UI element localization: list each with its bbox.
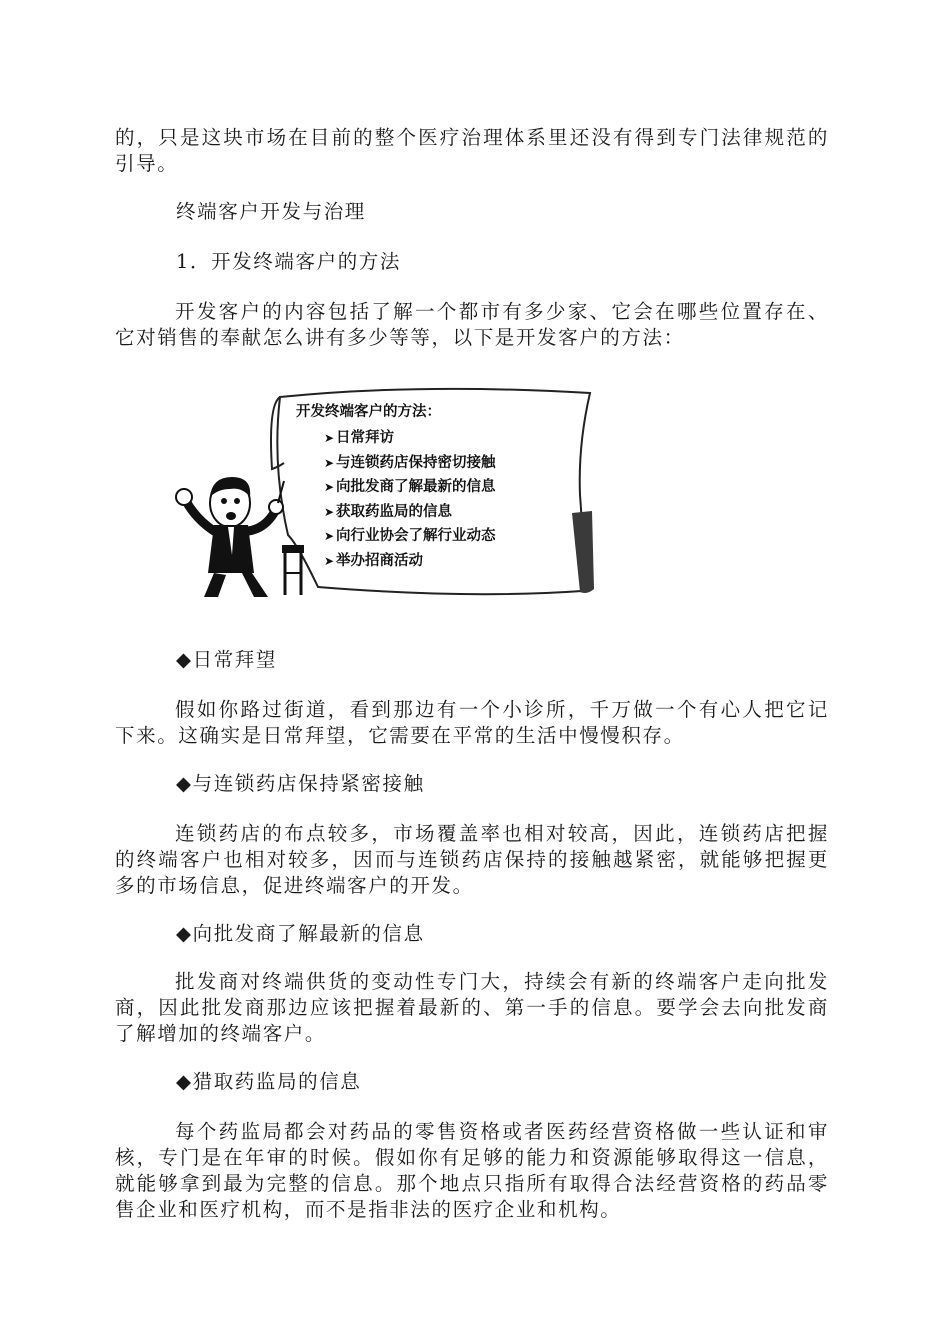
- subsection-title: 1．开发终端客户的方法: [176, 250, 402, 273]
- section-title: 终端客户开发与治理: [176, 200, 366, 223]
- board-item: ➤ 日常拜访: [324, 426, 496, 451]
- paragraph-wholesaler: 批发商对终端供货的变动性专门大，持续会有新的终端客户走向批发商，因此批发商那边应该把握着最新的、第一手的信息。要学会去向批发商了解增加的终端客户。: [115, 970, 829, 1045]
- board-item: ➤ 举办招商活动: [324, 549, 496, 574]
- paragraph-continuation: 的，只是这块市场在目前的整个医疗治理体系里还没有得到专门法律规范的引导。: [115, 126, 829, 175]
- board-title: 开发终端客户的方法：: [296, 404, 441, 420]
- paragraph-daily-visit: 假如你路过街道，看到那边有一个小诊所，千万做一个有心人把它记下来。这确实是日常拜望，它需要在平常的生活中慢慢积存。: [115, 698, 829, 747]
- arrow-icon: ➤: [324, 480, 335, 494]
- heading-daily-visit: ◆日常拜望: [176, 648, 277, 671]
- illustration-figure: [168, 385, 598, 607]
- arrow-icon: ➤: [324, 431, 335, 445]
- board-item: ➤ 获取药监局的信息: [324, 500, 496, 525]
- board-item: ➤ 与连锁药店保持密切接触: [324, 451, 496, 476]
- board-item: ➤ 向行业协会了解行业动态: [324, 524, 496, 549]
- heading-wholesaler: ◆向批发商了解最新的信息: [176, 922, 425, 945]
- arrow-icon: ➤: [324, 504, 335, 519]
- arrow-icon: ➤: [324, 553, 335, 568]
- arrow-icon: ➤: [324, 529, 335, 543]
- intro-paragraph: 开发客户的内容包括了解一个都市有多少家、它会在哪些位置存在、它对销售的奉献怎么讲有多少等等，以下是开发客户的方法：: [115, 300, 829, 349]
- presenter-figure: [176, 477, 284, 597]
- paragraph-drug-admin: 每个药监局都会对药品的零售资格或者医药经营资格做一些认证和审核，专门是在年审的时候。假如你有足够的能力和资源能够取得这一信息，就能够拿到最为完整的信息。那个地点只指所有取得合法经营资格的药品零售企业和医疗机构，而不是指非法的医疗企业和机构。: [115, 1120, 829, 1221]
- heading-drug-admin: ◆猎取药监局的信息: [176, 1070, 362, 1093]
- board-item-list: [324, 426, 496, 573]
- arrow-icon: ➤: [324, 455, 335, 470]
- board-item: ➤ 向批发商了解最新的信息: [324, 475, 496, 500]
- paragraph-chain-pharmacy: 连锁药店的布点较多，市场覆盖率也相对较高，因此，连锁药店把握的终端客户也相对较多，因而与连锁药店保持的接触越紧密，就能够把握更多的市场信息，促进终端客户的开发。: [115, 822, 829, 897]
- podium-stool: [282, 545, 304, 595]
- heading-chain-pharmacy: ◆与连锁药店保持紧密接触: [176, 772, 425, 795]
